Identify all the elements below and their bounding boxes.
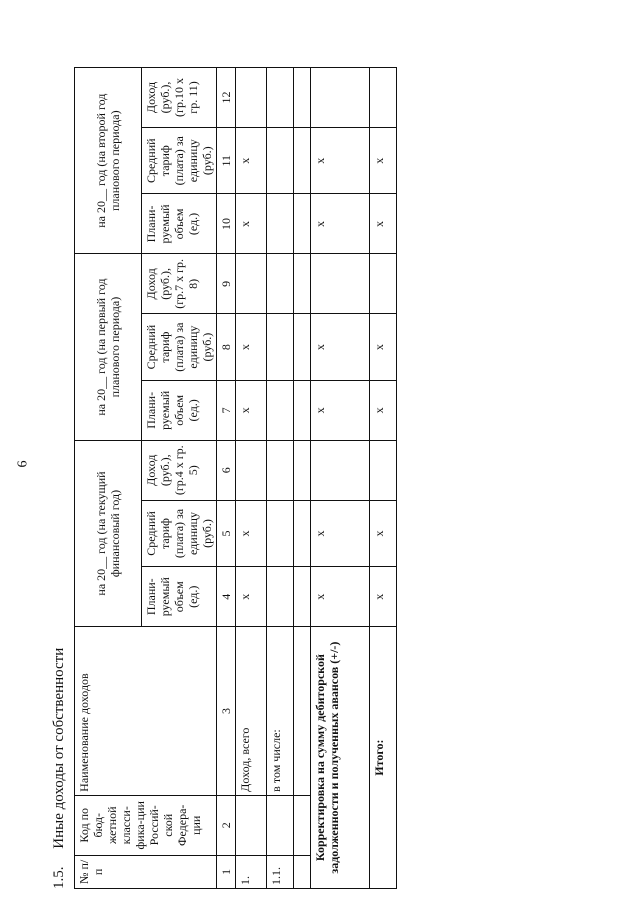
section-heading [50,59,74,889]
col-header-current-year: на 20__ год (на текущий финансовый год) [75,440,142,626]
index-cell: 12 [217,68,236,128]
x-mark: x [236,127,267,194]
empty-cell [267,567,294,627]
index-cell: 11 [217,127,236,194]
income-cell [370,440,397,500]
empty-cell [294,127,311,194]
page-number: 6 [15,460,31,468]
table-row [236,68,267,889]
empty-cell [294,440,311,500]
col-header-first-plan-year: на 20__ год (на первый год планового периода) [75,254,142,440]
empty-cell [294,314,311,381]
x-mark: x [370,567,397,627]
empty-cell [267,127,294,194]
col-header-volume-2: Плани-руемый объем (ед.) [142,380,217,440]
col-header-income-3: Доход (руб.), (гр.10 х гр. 11) [142,68,217,128]
income-cell [236,68,267,128]
col-header-number: № п/п [75,855,217,888]
empty-cell [267,254,294,314]
index-cell: 7 [217,380,236,440]
empty-cell [267,380,294,440]
x-mark: x [311,314,370,381]
income-cell [311,440,370,500]
empty-cell [294,194,311,254]
income-cell [236,440,267,500]
income-table [74,67,397,889]
section-number: 1.5. [51,866,67,889]
index-cell: 1 [217,855,236,888]
col-header-volume-3: Плани-руемый объем (ед.) [142,194,217,254]
x-mark: x [311,380,370,440]
col-header-second-plan-year: на 20__ год (на второй год планового периода) [75,68,142,254]
landscape-sheet [50,59,420,889]
row-number: 1. [236,855,267,888]
total-row [370,68,397,889]
empty-cell [294,795,311,855]
empty-cell [267,194,294,254]
x-mark: x [370,194,397,254]
row-number: 1.1. [267,855,294,888]
table-row [267,68,294,889]
empty-cell [267,500,294,567]
income-name-cell: в том числе: [267,627,294,796]
table-row [294,68,311,889]
index-cell: 6 [217,440,236,500]
empty-cell [294,567,311,627]
empty-cell [294,855,311,888]
correction-label: Корректировка на сумму дебиторской задолженности и полученных авансов (+/-) [311,627,370,889]
index-cell: 9 [217,254,236,314]
x-mark: x [311,127,370,194]
empty-cell [294,500,311,567]
index-cell: 3 [217,627,236,796]
total-label: Итого: [370,627,397,889]
empty-cell [294,68,311,128]
col-header-budget-code: Код по бюд-жетной класси-фика-ции Россий-ской Федера-ции [75,795,217,855]
x-mark: x [311,194,370,254]
x-mark: x [370,500,397,567]
income-cell [311,68,370,128]
col-header-income-1: Доход (руб.), (гр.4 х гр. 5) [142,440,217,500]
empty-cell [267,314,294,381]
col-header-tariff-1: Средний тариф (плата) за единицу (руб.) [142,500,217,567]
col-header-income-name: Наименование доходов [75,627,217,796]
x-mark: x [370,314,397,381]
x-mark: x [236,500,267,567]
income-cell [236,254,267,314]
index-cell: 10 [217,194,236,254]
budget-code-cell [236,795,267,855]
x-mark: x [311,500,370,567]
column-index-row [217,68,236,889]
index-cell: 5 [217,500,236,567]
income-name-cell: Доход, всего [236,627,267,796]
x-mark: x [370,127,397,194]
correction-row [311,68,370,889]
x-mark: x [311,567,370,627]
col-header-income-2: Доход (руб.), (гр.7 х гр. 8) [142,254,217,314]
x-mark: x [236,194,267,254]
index-cell: 2 [217,795,236,855]
income-cell [370,68,397,128]
empty-cell [267,440,294,500]
x-mark: x [236,567,267,627]
col-header-tariff-2: Средний тариф (плата) за единицу (руб.) [142,314,217,381]
empty-cell [267,68,294,128]
empty-cell [294,254,311,314]
col-header-tariff-3: Средний тариф (плата) за единицу (руб.) [142,127,217,194]
x-mark: x [236,314,267,381]
budget-code-cell [267,795,294,855]
index-cell: 8 [217,314,236,381]
x-mark: x [370,380,397,440]
x-mark: x [236,380,267,440]
income-cell [370,254,397,314]
income-cell [311,254,370,314]
index-cell: 4 [217,567,236,627]
section-title: Иные доходы от собственности [51,647,67,849]
col-header-volume-1: Плани-руемый объем (ед.) [142,567,217,627]
empty-cell [294,627,311,796]
empty-cell [294,380,311,440]
